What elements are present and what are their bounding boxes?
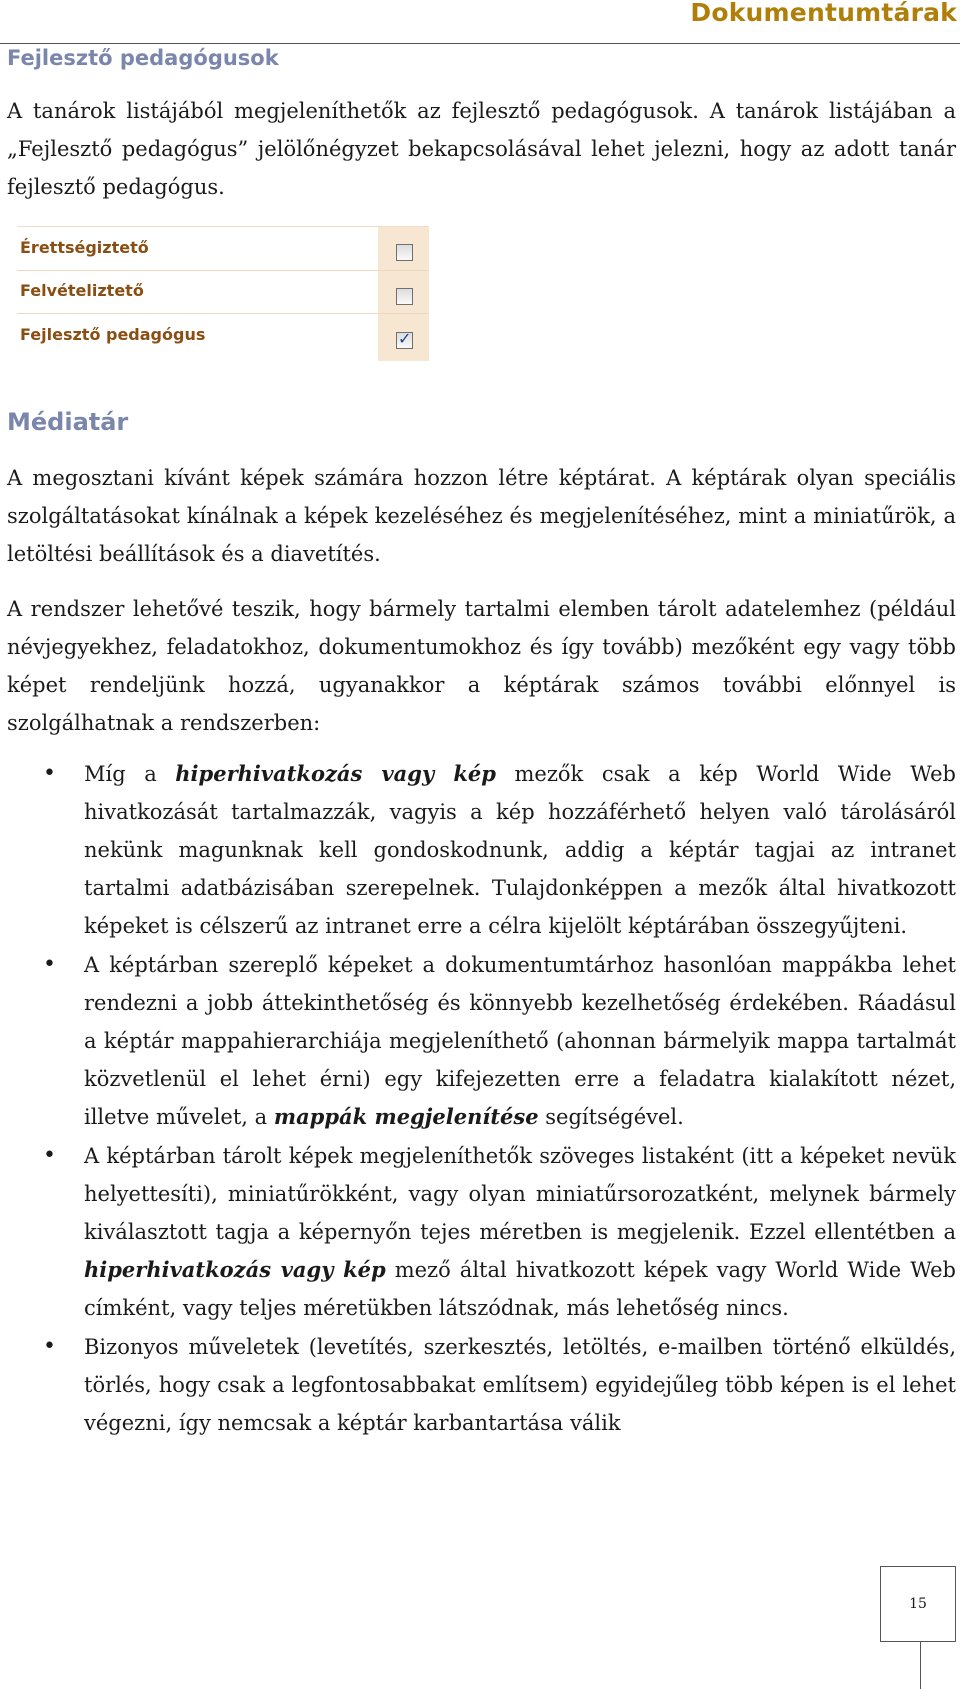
bullet-icon: • [43,761,56,786]
bullet-icon: • [43,952,56,977]
figure-row-fejleszto-pedagogus [17,314,429,357]
bullet-icon: • [43,1143,56,1168]
list-item-text: mezők csak a kép World Wide Web hivatkozását tartalmazzák, vagyis a kép hozzáférhető helyen való tárolásáról nekünk magunknak kell gondoskodnunk, addig a képtár tagjai az intranet tartalmi adatbázisában szerepelnek. Tulajdonképpen a mezők által hivatkozott képeket is célszerű az intranet erre a célra kijelölt képtárában összegyűjteni. [84,762,956,938]
benefits-bullet-list [0,755,960,1443]
list-item-text: A képtárban szereplő képeket a dokumentumtárhoz hasonlóan mappákba lehet rendezni a jobb áttekinthetőség és könnyebb kezelhetőség érdekében. Ráadásul a képtár mappahierarchiája megjeleníthető (ahonnan bármelyik mappa tartalmát közvetlenül el lehet érni) egy kifejezetten erre a feladatra kialakított nézet, illetve művelet, a [84,953,956,1129]
figure-row-label: Fejlesztő pedagógus [20,325,206,344]
document-header-title: Dokumentumtárak [690,0,957,27]
list-item-text: A képtárban tárolt képek megjeleníthetők szöveges listaként (itt a képeket nevük helyettesíti), miniatűrökként, vagy olyan miniatűrsorozatként, melynek bármely kiválasztott tagja a képernyőn tejes méretben is megjelenik. Ezzel ellentétben a [84,1144,956,1244]
paragraph-mediatar-2: A rendszer lehetővé teszik, hogy bármely tartalmi elemben tárolt adatelemhez (például névjegyekhez, feladatokhoz, dokumentumokhoz és így tovább) mezőként egy vagy több képet rendeljünk hozzá, ugyanakkor a képtárak számos további előnnyel is szolgálhatnak a rendszerben: [7,597,956,735]
erettsegizteto-checkbox[interactable] [396,244,413,261]
list-item [0,755,960,945]
figure-row-felvetelizteto [17,270,429,314]
checkmark-icon: ✓ [398,329,412,348]
list-item [0,1137,960,1327]
figure-row-erettsegizteto [17,226,429,271]
list-item-text: Míg a [84,762,176,786]
checkbox-figure [17,226,429,361]
list-item [0,946,960,1136]
page-number: 15 [880,1566,956,1642]
bullet-icon: • [43,1334,56,1359]
fejleszto-pedagogus-checkbox[interactable] [396,329,413,349]
field-name-emphasis: hiperhivatkozás vagy kép [84,1257,386,1282]
paragraph-fejleszto: A tanárok listájából megjeleníthetők az fejlesztő pedagógusok. A tanárok listájában a „Fejlesztő pedagógus” jelölőnégyzet bekapcsolásával lehet jelezni, hogy az adott tanár fejlesztő pedagógus. [7,99,956,199]
list-item-text: mező által hivatkozott képek vagy World Wide Web címként, vagy teljes méretükben látszódnak, más lehetőség nincs. [84,1258,956,1320]
list-item-text: Bizonyos műveletek (levetítés, szerkesztés, letöltés, e-mailben történő elküldés, törlés, hogy csak a legfontosabbakat említsem) egyidejűleg több képen is el lehet végezni, így nemcsak a képtár karbantartása válik [84,1335,956,1435]
figure-row-label: Felvételiztető [20,281,144,300]
field-name-emphasis: hiperhivatkozás vagy kép [175,761,496,786]
felvetelizteto-checkbox[interactable] [396,288,413,305]
section-heading-mediatar: Médiatár [7,408,129,436]
page-number-line [920,1642,921,1689]
figure-row-label: Érettségiztető [20,238,149,257]
action-name-emphasis: mappák megjelenítése [273,1104,539,1129]
list-item [0,1328,960,1442]
list-item-text: segítségével. [538,1105,684,1129]
header-rule [0,43,960,44]
section-heading-fejleszto: Fejlesztő pedagógusok [7,46,279,70]
paragraph-mediatar-1: A megosztani kívánt képek számára hozzon létre képtárat. A képtárak olyan speciális szolgáltatásokat kínálnak a képek kezeléséhez és megjelenítéséhez, mint a miniatűrök, a letöltési beállítások és a diavetítés. [7,466,956,566]
